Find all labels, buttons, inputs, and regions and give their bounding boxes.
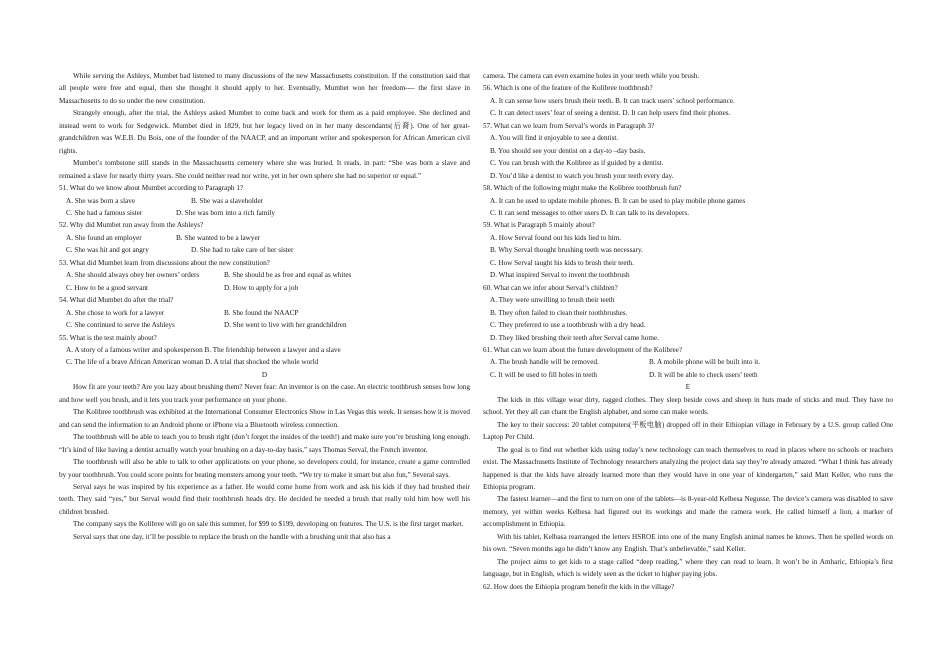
section-d-heading: D <box>261 370 268 379</box>
question-53-options-ab <box>59 269 470 281</box>
passage-d-paragraph: The toothbrush will be able to teach you to brush right (don’t forget the insides of the teeth!) and make sure you’re brushing long enough. “It’s kind of like having a dentist actually watch your brushing on a day-to-day basis,” says Thomas Serval, the French inventor. <box>59 433 470 454</box>
question-62: 62. How does the Ethiopia program benefit the kids in the village? <box>483 582 675 591</box>
option-c: C. How to be a good servant <box>66 283 149 292</box>
option-a: A. She should always obey her owners’ orders <box>66 271 200 280</box>
question-59: 59. What is Paragraph 5 mainly about? <box>483 221 595 230</box>
question-51-options-cd <box>59 207 470 219</box>
option-d: D. She had to take care of her sister <box>191 246 294 255</box>
option-a: A. They were unwilling to brush their teeth <box>490 296 615 305</box>
question-54-options-cd <box>59 319 470 331</box>
option-a: A. How Serval found out his kids lied to him. <box>490 233 622 242</box>
question-53: 53. What did Mumbet learn from discussions about the new constitution? <box>59 258 270 267</box>
passage-d-continuation: camera. The camera can even examine holes in your teeth while you brush. <box>483 72 700 80</box>
option-b: B. She was a slaveholder <box>191 196 264 205</box>
option-b: B. They often failed to clean their toothbrushes. <box>490 308 628 317</box>
passage-e-paragraph: The goal is to find out whether kids using today’s new technology can teach themselves to read in places where no schools or teachers exist. The Massachusetts Institute of Technology researchers analyzing the project data say they’re already amazed. “What I think has already happened is that the kids have already learned more than they would have in one year of kindergarten,” said Matt Keller, who runs the Ethiopia program. <box>483 445 893 491</box>
passage-d-paragraph: The Kolibree toothbrush was exhibited at the International Consumer Electronics Show in Las Vegas this week. It senses how it is moved and can send the information to an Android phone or iPhone via a Bluetooth wireless connection. <box>59 408 470 429</box>
option-d: D. She was born into a rich family <box>176 208 276 217</box>
question-56-options-ab: A. It can sense how users brush their teeth. B. It can track users’ school performance. <box>490 96 735 105</box>
option-d: D. What inspired Serval to invent the toothbrush <box>490 271 630 280</box>
option-b: B. She found the NAACP <box>224 308 299 317</box>
passage-e-paragraph: The fastest learner—and the first to turn on one of the tablets—is 8-year-old Kelbesa Negusse. The device’s camera was disabled to save memory, yet within weeks Kelbesa had figured out its workings and made the camera work. He called himself a lion, a marker of accomplishment in Ethiopia. <box>483 495 893 529</box>
option-c: C. She continued to serve the Ashleys <box>66 321 175 330</box>
question-61-options-ab <box>483 356 893 368</box>
option-d: D. It will be able to check users’ teeth <box>649 370 758 379</box>
question-52-options-cd <box>59 244 470 256</box>
question-58-options-cd: C. It can send messages to other users D. It can talk to its developers. <box>490 208 690 217</box>
option-c: C. You can brush with the Kolibree as if guided by a dentist. <box>490 159 664 168</box>
option-b: B. Why Serval thought brushing teeth was necessary. <box>490 246 643 255</box>
option-d: D. You’d like a dentist to watch you brush your teeth every day. <box>490 171 674 180</box>
left-column <box>59 70 470 543</box>
option-c: C. She was hit and got angry <box>66 246 149 255</box>
passage-c-paragraph: Mumbet’s tombstone still stands in the Massachusetts cemetery where she was buried. It reads, in part: “She was born a slave and remained a slave for nearly thirty years. She could neither read nor write, yet in her own sphere she had no superior or equal.” <box>59 159 470 180</box>
passage-d-paragraph: Serval says that one day, it’ll be possible to replace the brush on the handle with a brushing unit that also has a <box>73 532 391 541</box>
option-c: C. It will be used to fill holes in teeth <box>490 370 597 379</box>
option-b: B. She should be as free and equal as whites <box>224 271 352 280</box>
question-55: 55. What is the test mainly about? <box>59 333 157 342</box>
question-58-options-ab: A. It can be used to update mobile phones. B. It can be used to play mobile phone games <box>490 196 746 205</box>
option-c: C. How Serval taught his kids to brush their teeth. <box>490 258 634 267</box>
option-c: C. She had a famous sister <box>66 208 143 217</box>
question-53-options-cd <box>59 282 470 294</box>
passage-d-paragraph: The toothbrush will also be able to talk to other applications on your phone, so developers could, for instance, create a game controlled by your toothbrush. You could score points for beating monsters among your teeth. “We try to make it smart but also fun,” Several says. <box>59 458 470 479</box>
question-61-options-cd <box>483 369 893 381</box>
question-52: 52. Why did Mumbet run away from the Ashleys? <box>59 221 204 230</box>
question-54: 54. What did Mumbet do after the trial? <box>59 296 174 305</box>
question-61: 61. What can we learn about the future development of the Kolibree? <box>483 345 683 354</box>
question-51: 51. What do we know about Mumbet according to Paragraph 1? <box>59 184 244 193</box>
option-b: B. She wanted to be a lawyer <box>176 233 261 242</box>
question-55-options-cd: C. The life of a brave African American woman D. A trial that shocked the whole world <box>66 358 319 367</box>
option-a: A. She was born a slave <box>66 196 136 205</box>
option-b: B. A mobile phone will be built into it. <box>649 358 761 367</box>
option-d: D. She went to live with her grandchildren <box>224 321 347 330</box>
option-a: A. She chose to work for a lawyer <box>66 308 165 317</box>
question-60: 60. What can we infer about Serval’s children? <box>483 283 618 292</box>
question-54-options-ab <box>59 307 470 319</box>
question-52-options-ab <box>59 232 470 244</box>
option-a: A. She found an employer <box>66 233 142 242</box>
question-51-options-ab <box>59 195 470 207</box>
question-55-options-ab: A. A story of a famous writer and spokesperson B. The friendship between a lawyer and a slave <box>66 345 341 354</box>
passage-c-paragraph: While serving the Ashleys, Mumbet had listened to many discussions of the new Massachusetts constitution. If the constitution said that all people were free and equal, then she thought it should apply to her. Eventually, Mumbet won her freedom---- the first slave in Massachusetts to do so under the new constitution. <box>59 72 470 105</box>
option-a: A. You will find it enjoyable to see a dentist. <box>490 134 619 143</box>
question-56-options-cd: C. It can detect users’ fear of seeing a dentist. D. It can help users find their phones. <box>490 109 731 118</box>
passage-d-paragraph: Serval says he was inspired by his experience as a father. He would come home from work and ask his kids if they had brushed their teeth. They said “yes,” but Serval would find their toothbrush heads dry. He decided he needed a brush that really told him how well his children brushed. <box>59 482 470 516</box>
passage-e-paragraph: The key to their success: 20 tablet computers(平板电脑) dropped off in their Ethiopian village in February by a U.S. group called One Laptop Per Child. <box>483 420 893 442</box>
passage-c-paragraph: Strangely enough, after the trial, the Ashleys asked Mumbet to come back and work for them as a paid employee. She declined and instead went to work for Sedgewick. Mumbet died in 1829, but her legacy lived on in her many descendants(后裔). One of her great-grandchildren was W.E.B. Du Bois, one of the founder of the NAACP, and an important writer and spokesperson for African American civil rights. <box>59 109 470 155</box>
passage-e-paragraph: The project aims to get kids to a stage called “deep reading,” where they can read to learn. It won’t be in Amharic, Ethiopia’s first language, but in English, which is widely seen as the ticket to higher paying jobs. <box>483 557 893 579</box>
option-c: C. They preferred to use a toothbrush with a dry head. <box>490 321 646 330</box>
passage-d-paragraph: The company says the Kolibree will go on sale this summer, for $99 to $199, developing on features. The U.S. is the first target market. <box>73 520 464 529</box>
section-e-heading: E <box>685 383 691 392</box>
question-58: 58. Which of the following might make the Kolibree toothbrush fun? <box>483 184 682 193</box>
passage-e-paragraph: With his tablet, Kelbasa rearranged the letters HSROE into one of the many English animal names he knows. Then he spelled words on his own. “Seven months ago he didn’t know any English. That’s unbelievable,” said Keller. <box>483 532 893 554</box>
passage-d-paragraph: How fit are your teeth? Are you lazy about brushing them? Never fear: An inventor is on the case. An electric toothbrush senses how long and how well you brush, and it lets you track your performance on your phone. <box>59 383 470 404</box>
option-d: D. How to apply for a job <box>224 283 299 292</box>
question-56: 56. Which is one of the feature of the Kolibree toothbrush? <box>483 84 653 93</box>
option-a: A. The brush handle will be removed. <box>490 358 599 367</box>
option-b: B. You should see your dentist on a day-to –day basis. <box>490 146 646 155</box>
option-d: D. They liked brushing their teeth after Serval came home. <box>490 333 659 342</box>
question-57: 57. What can we learn from Serval’s words in Paragraph 3? <box>483 121 655 130</box>
right-column <box>483 70 893 593</box>
passage-e-paragraph: The kids in this village wear dirty, ragged clothes. They sleep beside cows and sheep in huts made of sticks and mud. They have no school. Yet they all can chant the English alphabet, and some can make words. <box>483 395 893 417</box>
